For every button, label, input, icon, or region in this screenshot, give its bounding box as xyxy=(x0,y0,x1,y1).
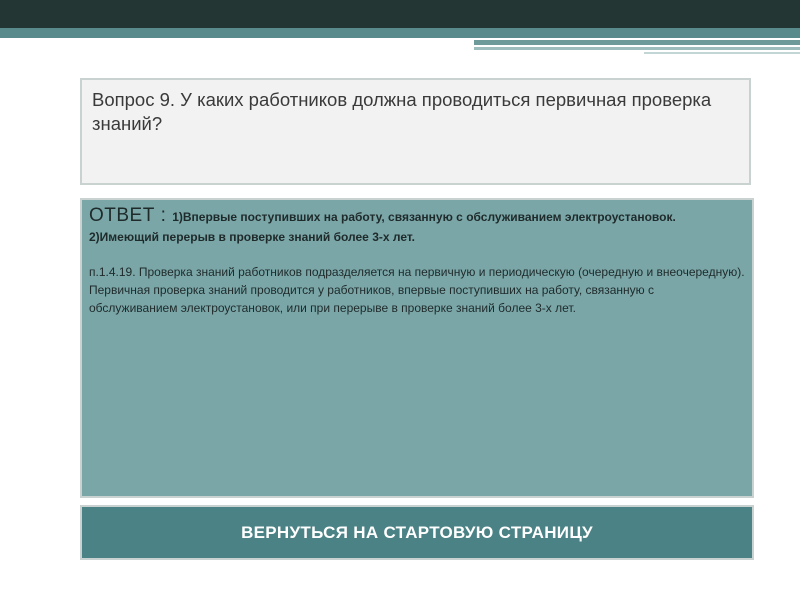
header-band-teal xyxy=(0,28,800,38)
answer-heading xyxy=(89,205,745,227)
answer-box xyxy=(80,198,754,498)
reference-paragraph-1: п.1.4.19. Проверка знаний работников подразделяется на первичную и периодическую (очередную и внеочередную). xyxy=(89,265,745,279)
answer-item-2: 2)Имеющий перерыв в проверке знаний более 3-х лет. xyxy=(89,230,416,244)
return-to-start-button[interactable]: ВЕРНУТЬСЯ НА СТАРТОВУЮ СТРАНИЦУ xyxy=(80,505,754,560)
header-stripe xyxy=(474,47,800,50)
answer-label: ОТВЕТ : xyxy=(89,205,173,226)
header-band-dark xyxy=(0,0,800,28)
question-text: Вопрос 9. У каких работников должна проводиться первичная проверка знаний? xyxy=(92,89,712,134)
reference-text xyxy=(89,263,745,317)
header-stripe xyxy=(474,40,800,45)
reference-paragraph-2: Первичная проверка знаний проводится у работников, впервые поступивших на работу, связанную с обслуживанием электроустановок, или при перерыве в проверке знаний более 3-х лет. xyxy=(89,283,654,315)
answer-item-1: 1)Впервые поступивших на работу, связанную с обслуживанием электроустановок. xyxy=(172,210,676,224)
header-stripe xyxy=(644,52,800,54)
question-box xyxy=(80,78,751,185)
